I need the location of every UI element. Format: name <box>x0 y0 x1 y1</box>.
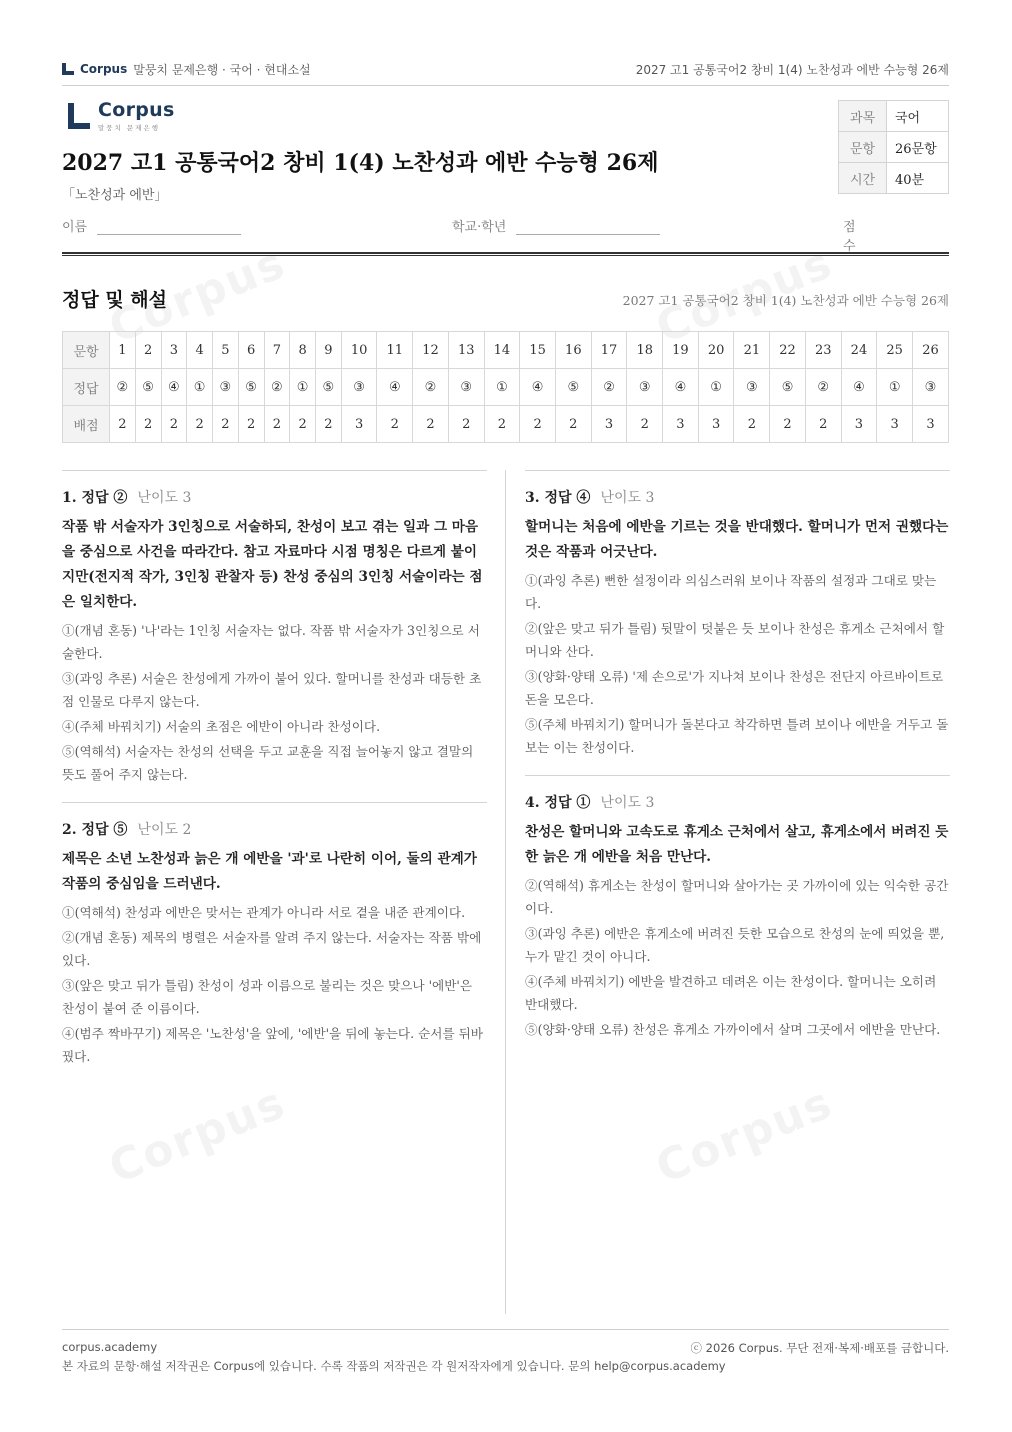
explanation-main: 제목은 소년 노찬성과 늙은 개 에반을 '과'로 나란히 이어, 둘의 관계가 작품의 중심임을 드러낸다. <box>62 851 477 892</box>
points-cell: 2 <box>734 406 770 443</box>
logo-subtitle: 말뭉치 문제은행 <box>98 124 161 132</box>
explanation-column-right <box>525 470 950 1057</box>
explanation-header <box>62 819 487 839</box>
option-explanation: ③(앞은 맞고 뒤가 틀림) 찬성이 성과 이름으로 불리는 것은 맞으나 '에반'은 찬성이 붙여 준 이름이다. <box>62 978 473 1016</box>
question-number-cell: 14 <box>484 332 520 369</box>
answer-cell: ② <box>591 369 627 406</box>
score-label: 점수 <box>843 220 856 254</box>
points-cell: 3 <box>698 406 734 443</box>
answer-cell: ⑤ <box>555 369 591 406</box>
meta-value: 국어 <box>887 101 949 132</box>
answer-label: 2. 정답 ⑤ <box>62 822 128 838</box>
question-number-cell: 18 <box>627 332 663 369</box>
points-cell: 2 <box>213 406 239 443</box>
question-number-cell: 13 <box>448 332 484 369</box>
question-number-cell: 26 <box>913 332 949 369</box>
points-cell: 2 <box>627 406 663 443</box>
logo <box>68 100 175 132</box>
difficulty-label: 난이도 3 <box>137 490 192 506</box>
explanation-main: 작품 밖 서술자가 3인칭으로 서술하되, 찬성이 보고 겪는 일과 그 마음을 중심으로 사건을 따라간다. 참고 자료마다 시점 명칭은 다르게 붙이지만(전지적 작가, 3인칭 관찰자 등) 찬성 중심의 3인칭 서술이라는 점은 일치한다. <box>62 519 483 610</box>
answer-table-row-points <box>63 406 949 443</box>
option-explanation: ②(앞은 맞고 뒤가 틀림) 뒷말이 덧붙은 듯 보이나 찬성은 휴게소 근처에서 할머니와 산다. <box>525 621 945 659</box>
meta-value: 40분 <box>887 163 949 194</box>
answer-cell: ① <box>290 369 316 406</box>
question-number-cell: 19 <box>663 332 699 369</box>
question-number-cell: 11 <box>377 332 413 369</box>
points-cell: 2 <box>161 406 187 443</box>
answer-cell: ④ <box>841 369 877 406</box>
answer-cell: ⑤ <box>316 369 342 406</box>
answer-label: 3. 정답 ④ <box>525 490 591 506</box>
points-cell: 3 <box>591 406 627 443</box>
answer-cell: ① <box>877 369 913 406</box>
option-explanation: ①(과잉 추론) 뻔한 설정이라 의심스러워 보이나 작품의 설정과 그대로 맞는다. <box>525 573 937 611</box>
breadcrumb: 말뭉치 문제은행 · 국어 · 현대소설 <box>133 62 311 77</box>
question-number-cell: 10 <box>341 332 377 369</box>
school-field[interactable] <box>516 217 660 235</box>
question-number-cell: 24 <box>841 332 877 369</box>
question-number-cell: 1 <box>110 332 136 369</box>
option-explanation: ⑤(역해석) 서술자는 찬성의 선택을 두고 교훈을 직접 늘어놓지 않고 결말의 뜻도 풀어 주지 않는다. <box>62 744 474 782</box>
header-divider <box>62 85 949 86</box>
answer-cell: ② <box>264 369 290 406</box>
answer-cell: ③ <box>213 369 239 406</box>
running-header <box>62 58 949 80</box>
answer-cell: ③ <box>627 369 663 406</box>
option-explanation: ④(주체 바꿔치기) 에반을 발견하고 데려온 이는 찬성이다. 할머니는 오히려 반대했다. <box>525 974 937 1012</box>
meta-key: 문항 <box>839 132 887 163</box>
explanation-item <box>525 470 950 775</box>
answer-cell: ② <box>110 369 136 406</box>
answer-cell: ④ <box>663 369 699 406</box>
corpus-logo-icon <box>62 63 74 75</box>
points-cell: 3 <box>341 406 377 443</box>
option-explanation: ③(과잉 추론) 서술은 찬성에게 가까이 붙어 있다. 할머니를 찬성과 대등한 초점 인물로 다루지 않는다. <box>62 671 482 709</box>
points-cell: 2 <box>484 406 520 443</box>
points-cell: 3 <box>877 406 913 443</box>
question-number-cell: 4 <box>187 332 213 369</box>
option-explanation: ②(개념 혼동) 제목의 병렬은 서술자를 알려 주지 않는다. 서술자는 작품 밖에 있다. <box>62 930 482 968</box>
option-explanation: ③(양화·양태 오류) '제 손으로'가 지나쳐 보이나 찬성은 전단지 아르바이트로 돈을 모은다. <box>525 669 944 707</box>
page-subtitle: 「노찬성과 에반」 <box>62 188 168 203</box>
option-explanation: ⑤(주체 바꿔치기) 할머니가 돌본다고 착각하면 틀려 보이나 에반을 거두고 돌보는 이는 찬성이다. <box>525 717 949 755</box>
row-header: 문항 <box>63 332 110 369</box>
points-cell: 3 <box>913 406 949 443</box>
points-cell: 2 <box>770 406 806 443</box>
question-number-cell: 21 <box>734 332 770 369</box>
question-number-cell: 17 <box>591 332 627 369</box>
meta-key: 과목 <box>839 101 887 132</box>
answer-label: 4. 정답 ① <box>525 795 591 811</box>
explanation-main: 찬성은 할머니와 고속도로 휴게소 근처에서 살고, 휴게소에서 버려진 듯한 늙은 개 에반을 처음 만난다. <box>525 824 949 865</box>
points-cell: 3 <box>663 406 699 443</box>
page-title: 2027 고1 공통국어2 창비 1(4) 노찬성과 에반 수능형 26제 <box>62 150 659 176</box>
points-cell: 2 <box>555 406 591 443</box>
question-number-cell: 16 <box>555 332 591 369</box>
answer-cell: ② <box>805 369 841 406</box>
section-title: 정답 및 해설 <box>62 289 167 311</box>
footer-copyright: ⓒ 2026 Corpus. 무단 전재·복제·배포를 금합니다. <box>690 1341 949 1355</box>
answer-label: 1. 정답 ② <box>62 490 128 506</box>
answer-cell: ① <box>484 369 520 406</box>
option-explanation: ②(역해석) 휴게소는 찬성이 할머니와 살아가는 곳 가까이에 있는 익숙한 공간이다. <box>525 878 949 916</box>
logo-name: Corpus <box>98 99 175 121</box>
points-cell: 2 <box>238 406 264 443</box>
question-number-cell: 20 <box>698 332 734 369</box>
meta-row <box>839 163 949 194</box>
option-explanation: ④(주체 바꿔치기) 서술의 초점은 에반이 아니라 찬성이다. <box>62 719 381 734</box>
meta-key: 시간 <box>839 163 887 194</box>
answer-cell: ③ <box>734 369 770 406</box>
question-number-cell: 15 <box>520 332 556 369</box>
points-cell: 2 <box>264 406 290 443</box>
explanation-main: 할머니는 처음에 에반을 기르는 것을 반대했다. 할머니가 먼저 권했다는 것은 작품과 어긋난다. <box>525 519 949 560</box>
option-explanation: ⑤(양화·양태 오류) 찬성은 휴게소 가까이에서 살며 그곳에서 에반을 만난다. <box>525 1022 941 1037</box>
answer-cell: ⑤ <box>238 369 264 406</box>
title-divider <box>62 252 949 256</box>
question-number-cell: 8 <box>290 332 316 369</box>
difficulty-label: 난이도 3 <box>600 795 655 811</box>
question-number-cell: 3 <box>161 332 187 369</box>
question-number-cell: 6 <box>238 332 264 369</box>
points-cell: 2 <box>448 406 484 443</box>
meta-row <box>839 132 949 163</box>
footer-site: corpus.academy <box>62 1340 158 1354</box>
explanation-header <box>525 792 950 812</box>
difficulty-label: 난이도 2 <box>137 822 192 838</box>
school-label: 학교·학년 <box>452 220 507 235</box>
row-header: 정답 <box>63 369 110 406</box>
footer-notice: 본 자료의 문항·해설 저작권은 Corpus에 있습니다. 수록 작품의 저작권은 각 원저작자에게 있습니다. 문의 help@corpus.academy <box>62 1359 726 1373</box>
explanation-header <box>525 487 950 507</box>
points-cell: 2 <box>290 406 316 443</box>
meta-row <box>839 101 949 132</box>
option-explanation: ③(과잉 추론) 에반은 휴게소에 버려진 듯한 모습으로 찬성의 눈에 띄었을 뿐, 누가 맡긴 것이 아니다. <box>525 926 945 964</box>
brand-name: Corpus <box>80 62 128 76</box>
meta-table <box>838 100 949 194</box>
question-number-cell: 2 <box>135 332 161 369</box>
option-explanation: ①(개념 혼동) '나'라는 1인칭 서술자는 없다. 작품 밖 서술자가 3인칭으로 서술한다. <box>62 623 480 661</box>
question-number-cell: 22 <box>770 332 806 369</box>
answer-cell: ③ <box>448 369 484 406</box>
option-explanation: ①(역해석) 찬성과 에반은 맞서는 관계가 아니라 서로 곁을 내준 관계이다. <box>62 905 466 920</box>
corpus-logo-icon <box>68 103 90 129</box>
answer-table-row-number <box>63 332 949 369</box>
question-number-cell: 9 <box>316 332 342 369</box>
answer-cell: ④ <box>161 369 187 406</box>
answer-cell: ① <box>187 369 213 406</box>
column-divider <box>505 470 506 1314</box>
points-cell: 2 <box>110 406 136 443</box>
answer-cell: ⑤ <box>770 369 806 406</box>
explanation-item <box>62 802 487 1084</box>
question-number-cell: 12 <box>413 332 449 369</box>
points-cell: 2 <box>805 406 841 443</box>
points-cell: 2 <box>135 406 161 443</box>
points-cell: 2 <box>316 406 342 443</box>
section-subtitle: 2027 고1 공통국어2 창비 1(4) 노찬성과 에반 수능형 26제 <box>622 293 949 308</box>
answer-cell: ④ <box>377 369 413 406</box>
student-info-line <box>62 216 949 254</box>
points-cell: 2 <box>377 406 413 443</box>
answer-cell: ⑤ <box>135 369 161 406</box>
points-cell: 3 <box>841 406 877 443</box>
watermark <box>649 1077 840 1194</box>
answer-table <box>62 331 949 443</box>
question-number-cell: 23 <box>805 332 841 369</box>
points-cell: 2 <box>520 406 556 443</box>
question-number-cell: 7 <box>264 332 290 369</box>
explanation-item <box>62 470 487 802</box>
option-explanation: ④(범주 짝바꾸기) 제목은 '노찬성'을 앞에, '에반'을 뒤에 놓는다. 순서를 뒤바꿨다. <box>62 1026 483 1064</box>
row-header: 배점 <box>63 406 110 443</box>
question-number-cell: 5 <box>213 332 239 369</box>
name-field[interactable] <box>97 217 241 235</box>
footer-divider <box>62 1329 949 1330</box>
points-cell: 2 <box>187 406 213 443</box>
answer-cell: ① <box>698 369 734 406</box>
explanation-column-left <box>62 470 487 1084</box>
points-cell: 2 <box>413 406 449 443</box>
explanation-item <box>525 775 950 1057</box>
meta-value: 26문항 <box>887 132 949 163</box>
answer-cell: ③ <box>341 369 377 406</box>
answer-cell: ③ <box>913 369 949 406</box>
answer-table-row-answer <box>63 369 949 406</box>
difficulty-label: 난이도 3 <box>600 490 655 506</box>
explanation-header <box>62 487 487 507</box>
answer-cell: ② <box>413 369 449 406</box>
name-label: 이름 <box>62 220 88 235</box>
answer-cell: ④ <box>520 369 556 406</box>
watermark <box>102 1077 293 1194</box>
question-number-cell: 25 <box>877 332 913 369</box>
header-doc-title: 2027 고1 공통국어2 창비 1(4) 노찬성과 에반 수능형 26제 <box>635 62 949 77</box>
